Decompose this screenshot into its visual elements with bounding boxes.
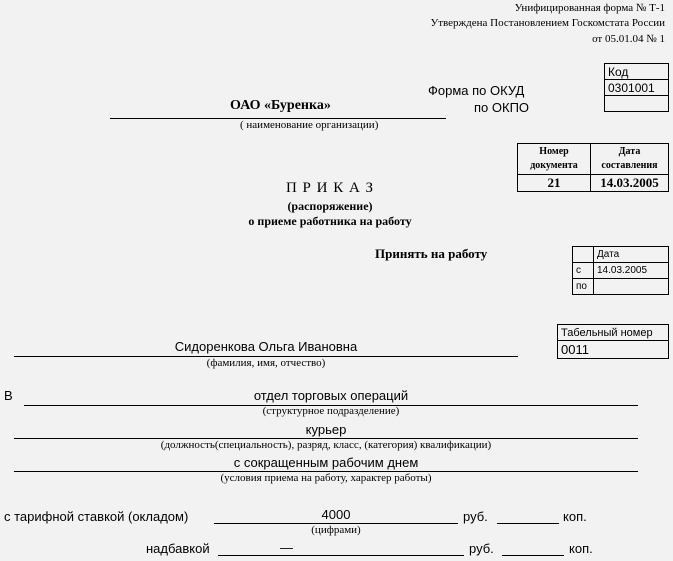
bonus-kop-line: [502, 555, 564, 556]
doc-number: 21: [518, 175, 591, 192]
doc-number-header-2: документа: [530, 160, 578, 171]
doc-date-header-1: Дата: [618, 146, 641, 157]
approved-line: Утверждена Постановлением Госкомстата России: [430, 17, 665, 29]
code-table: [604, 63, 669, 112]
tab-number-header: Табельный номер: [558, 325, 669, 341]
rate-rub: руб.: [463, 509, 488, 524]
employee-name: Сидоренкова Ольга Ивановна: [174, 339, 358, 354]
rate-kop: коп.: [563, 509, 587, 524]
conditions-caption: (условия приема на работу, характер работы): [220, 472, 432, 484]
hire-from-label: с: [573, 263, 594, 279]
organization-caption: ( наименование организации): [240, 119, 379, 131]
hire-to-value: [594, 279, 669, 295]
hire-from-value: 14.03.2005: [594, 263, 669, 279]
organization-name: ОАО «Буренка»: [230, 98, 331, 113]
position: курьер: [305, 422, 347, 437]
tab-number-table: [557, 324, 669, 359]
okpo-label: по ОКПО: [474, 100, 530, 115]
hire-date-corner: [573, 247, 594, 263]
okud-label: Форма по ОКУД: [428, 83, 525, 98]
department: отдел торговых операций: [253, 388, 409, 403]
rate-kop-line: [497, 523, 559, 524]
bonus-label: надбавкой: [146, 541, 210, 556]
digits-caption: (цифрами): [311, 524, 361, 536]
bonus-kop: коп.: [569, 541, 593, 556]
order-title: П Р И К А З: [285, 180, 375, 196]
tab-number-value: 0011: [558, 341, 669, 359]
hire-label: Принять на работу: [375, 246, 488, 261]
okpo-code: [605, 96, 669, 112]
department-caption: (структурное подразделение): [262, 405, 400, 417]
okud-code: 0301001: [605, 80, 669, 96]
bonus-value: —: [280, 540, 293, 555]
bonus-rub: руб.: [469, 541, 494, 556]
doc-date-header-2: составления: [601, 160, 658, 171]
code-header: Код: [605, 64, 669, 80]
order-about: о приеме работника на работу: [248, 214, 412, 228]
conditions: с сокращенным рабочим днем: [233, 455, 419, 470]
hire-to-label: по: [573, 279, 594, 295]
doc-date-header: [591, 144, 669, 175]
employee-name-caption: (фамилия, имя, отчество): [206, 357, 326, 369]
doc-number-header: [518, 144, 591, 175]
hire-date-header: Дата: [594, 247, 669, 263]
position-caption: (должность(специальность), разряд, класс, (категория) квалификации): [160, 439, 492, 451]
in-label: В: [4, 388, 13, 403]
rate-label: с тарифной ставкой (окладом): [4, 509, 189, 524]
order-subtitle: (распоряжение): [287, 199, 373, 213]
form-line: Унифицированная форма № Т-1: [514, 2, 665, 14]
bonus-line: [218, 555, 464, 556]
date-line: от 05.01.04 № 1: [592, 33, 665, 45]
doc-date: 14.03.2005: [591, 175, 669, 192]
hire-date-table: [572, 246, 669, 295]
rate-value: 4000: [321, 507, 351, 522]
doc-number-header-1: Номер: [539, 146, 569, 157]
doc-table: [517, 143, 669, 192]
